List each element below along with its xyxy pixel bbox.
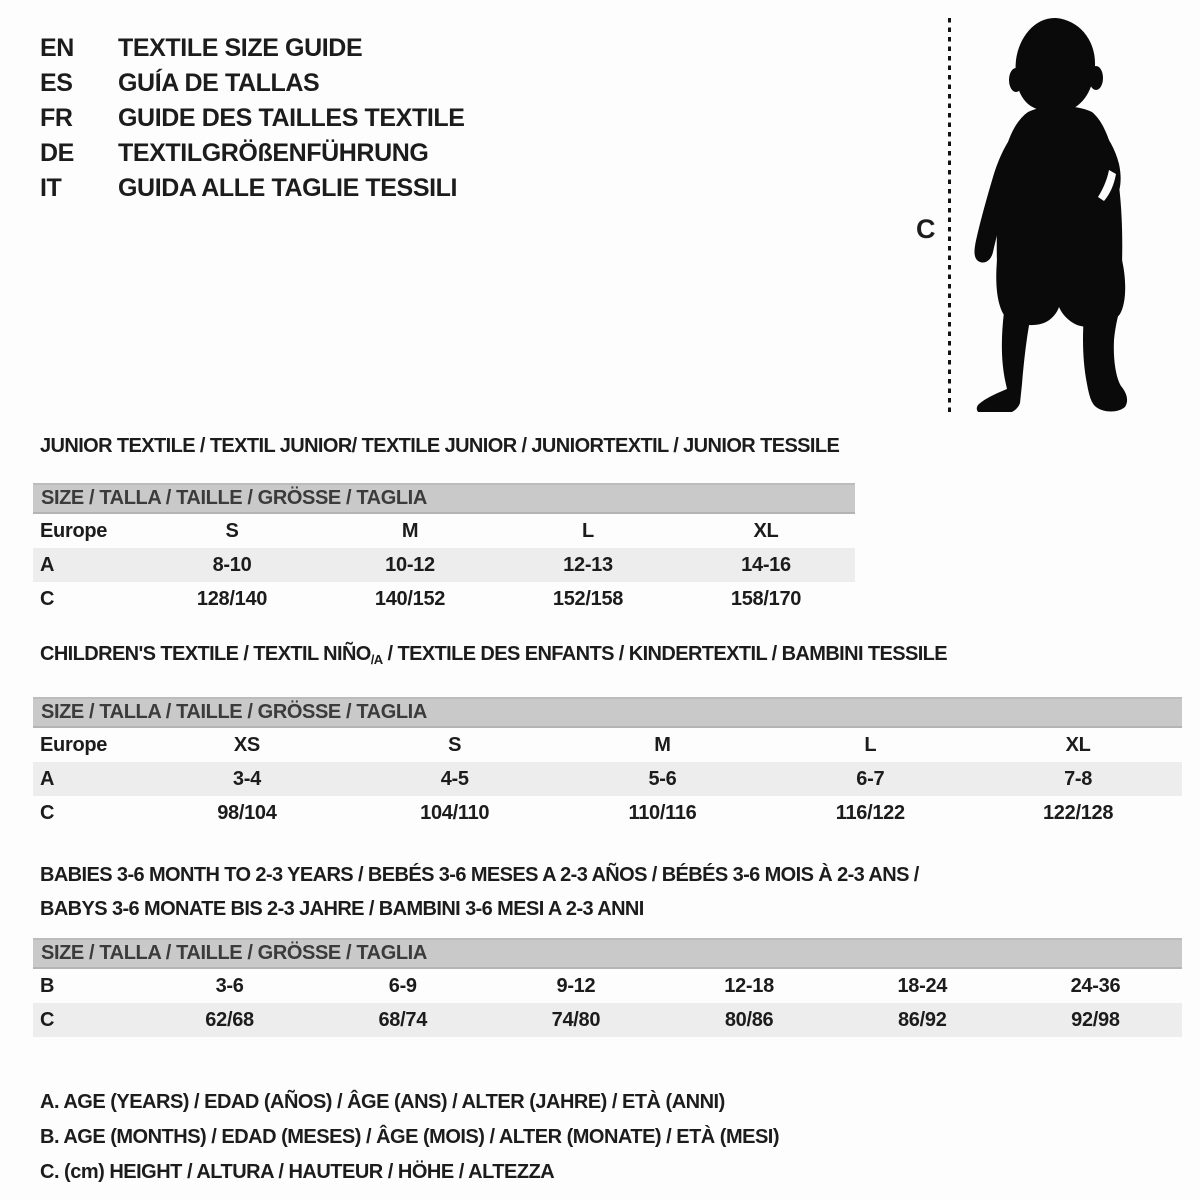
size-cell: S xyxy=(225,519,239,542)
size-bar-label: SIZE / TALLA / TAILLE / GRÖSSE / TAGLIA xyxy=(41,942,427,964)
value-cell: 14-16 xyxy=(741,553,791,576)
value-cell: 4-5 xyxy=(440,767,469,790)
row-label: Europe xyxy=(40,733,108,756)
language-code: EN xyxy=(40,34,74,62)
value-cell: 12-18 xyxy=(724,974,774,997)
size-cell: L xyxy=(582,519,594,542)
value-cell: 122/128 xyxy=(1042,801,1114,824)
table-row-europe xyxy=(33,514,855,548)
babies-title-line2: BABYS 3-6 MONATE BIS 2-3 JAHRE / BAMBINI 3-6 MESI A 2-3 ANNI xyxy=(40,898,644,920)
value-cell: 12-13 xyxy=(563,553,613,576)
value-cell: 3-4 xyxy=(232,767,261,790)
value-cell: 158/170 xyxy=(730,587,802,610)
value-cell: 6-7 xyxy=(856,767,885,790)
size-cell: S xyxy=(448,733,462,756)
measurement-legend xyxy=(33,1085,1182,1190)
row-label: C xyxy=(40,1008,55,1031)
row-label: B xyxy=(40,974,55,997)
size-cell: M xyxy=(654,733,671,756)
language-code: FR xyxy=(40,104,73,132)
value-cell: 10-12 xyxy=(385,553,435,576)
size-cell: XS xyxy=(233,733,260,756)
size-bar xyxy=(33,483,855,514)
value-cell: 140/152 xyxy=(374,587,446,610)
row-label: C xyxy=(40,587,55,610)
children-section-title xyxy=(33,643,1182,671)
value-cell: 6-9 xyxy=(388,974,417,997)
value-cell: 80/86 xyxy=(724,1008,774,1031)
value-cell: 152/158 xyxy=(552,587,624,610)
size-bar-label: SIZE / TALLA / TAILLE / GRÖSSE / TAGLIA xyxy=(41,701,427,723)
value-cell: 9-12 xyxy=(556,974,596,997)
children-size-table xyxy=(33,697,1182,830)
legend-line-a: A. AGE (YEARS) / EDAD (AÑOS) / ÂGE (ANS) / ALTER (JAHRE) / ETÀ (ANNI) xyxy=(40,1091,725,1113)
language-code: ES xyxy=(40,69,73,97)
measure-label-c: C xyxy=(916,214,936,244)
row-label: A xyxy=(40,767,55,790)
value-cell: 7-8 xyxy=(1064,767,1093,790)
children-title-part2: / TEXTILE DES ENFANTS / KINDERTEXTIL / BAMBINI TESSILE xyxy=(382,643,948,665)
size-bar-label: SIZE / TALLA / TAILLE / GRÖSSE / TAGLIA xyxy=(41,487,427,509)
value-cell: 62/68 xyxy=(205,1008,254,1031)
table-row-europe xyxy=(33,728,1182,762)
guide-title: GUIDE DES TAILLES TEXTILE xyxy=(118,104,465,132)
size-cell: M xyxy=(401,519,419,542)
value-cell: 18-24 xyxy=(897,974,948,997)
table-row-height xyxy=(33,582,855,616)
value-cell: 128/140 xyxy=(196,587,268,610)
value-cell: 98/104 xyxy=(217,801,277,824)
legend-line-b: B. AGE (MONTHS) / EDAD (MESES) / ÂGE (MOIS) / ALTER (MONATE) / ETÀ (MESI) xyxy=(40,1126,780,1148)
value-cell: 86/92 xyxy=(897,1008,947,1031)
size-cell: XL xyxy=(1065,733,1091,756)
language-code: IT xyxy=(40,174,62,202)
row-label: Europe xyxy=(40,519,108,542)
babies-section-title xyxy=(33,858,1182,926)
table-row-height xyxy=(33,1003,1182,1037)
guide-title: GUIDA ALLE TAGLIE TESSILI xyxy=(118,174,458,202)
size-bar xyxy=(33,697,1182,728)
children-title-part1: CHILDREN'S TEXTILE / TEXTIL NIÑO xyxy=(40,643,371,665)
value-cell: 68/74 xyxy=(378,1008,428,1031)
value-cell: 110/116 xyxy=(628,801,697,824)
tables-area xyxy=(33,0,1182,1190)
table-row-age xyxy=(33,762,1182,796)
table-row-age xyxy=(33,548,855,582)
value-cell: 24-36 xyxy=(1070,974,1121,997)
junior-section-title: JUNIOR TEXTILE / TEXTIL JUNIOR/ TEXTILE JUNIOR / JUNIORTEXTIL / JUNIOR TESSILE xyxy=(40,435,840,457)
value-cell: 104/110 xyxy=(420,801,490,824)
value-cell: 92/98 xyxy=(1071,1008,1120,1031)
junior-size-table xyxy=(33,483,855,616)
table-row-months xyxy=(33,969,1182,1003)
value-cell: 3-6 xyxy=(215,974,244,997)
guide-title: TEXTILGRÖßENFÜHRUNG xyxy=(118,139,429,167)
legend-line-c: C. (cm) HEIGHT / ALTURA / HAUTEUR / HÖHE / ALTEZZA xyxy=(40,1161,555,1183)
size-bar xyxy=(33,938,1182,969)
children-title-subscript: /A xyxy=(370,652,383,667)
size-cell: XL xyxy=(753,519,779,542)
language-code: DE xyxy=(40,139,74,167)
size-cell: L xyxy=(864,733,877,756)
value-cell: 5-6 xyxy=(648,767,677,790)
row-label: C xyxy=(40,801,55,824)
guide-title: TEXTILE SIZE GUIDE xyxy=(118,34,363,62)
babies-size-table xyxy=(33,938,1182,1037)
table-row-height xyxy=(33,796,1182,830)
value-cell: 8-10 xyxy=(212,553,252,576)
value-cell: 74/80 xyxy=(551,1008,601,1031)
babies-title-line1: BABIES 3-6 MONTH TO 2-3 YEARS / BEBÉS 3-6 MESES A 2-3 AÑOS / BÉBÉS 3-6 MOIS À 2-3 ANS / xyxy=(40,864,919,886)
value-cell: 116/122 xyxy=(835,801,905,824)
row-label: A xyxy=(40,553,55,576)
guide-title: GUÍA DE TALLAS xyxy=(118,69,320,97)
